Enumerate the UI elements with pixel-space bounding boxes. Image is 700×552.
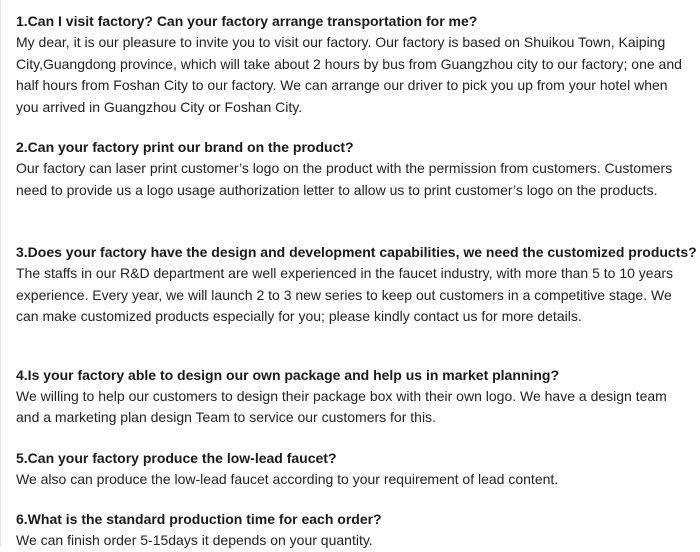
faq-answer-line: you arrived in Guangzhou City or Foshan City. — [16, 98, 303, 115]
faq-answer-line: and a marketing plan design Team to service our customers for this. — [16, 409, 436, 425]
faq-question: 6.What is the standard production time for each order? — [16, 511, 382, 527]
faq-item-visit-factory — [16, 10, 692, 118]
left-border — [0, 0, 1, 547]
faq-answer-line: half hours from Foshan City to our factory. We can arrange our driver to pick you up from your hotel when — [16, 77, 668, 93]
faq-answer — [16, 530, 692, 552]
faq-item-design-capabilities — [16, 241, 697, 328]
faq-item-package-design — [16, 364, 692, 429]
faq-answer — [16, 32, 692, 118]
faq-answer — [16, 263, 692, 328]
faq-answer-line: can make customized products especially for you; please kindly contact us for more details. — [16, 308, 582, 324]
faq-question: 4.Is your factory able to design our own package and help us in market planning? — [16, 366, 559, 383]
faq-item-production-time — [16, 508, 692, 552]
faq-question: 5.Can your factory produce the low-lead faucet? — [16, 449, 337, 466]
faq-answer-line: The staffs in our R&D department are well experienced in the faucet industry, with more than 5 to 10 years — [16, 265, 674, 281]
faq-item-print-brand — [16, 136, 692, 201]
faq-answer-line: need to provide us a logo usage authorization letter to allow us to print customer’s logo on the products. — [16, 181, 658, 198]
faq-answer-line: We can finish order 5-15days it depends on your quantity. — [16, 532, 373, 548]
faq-answer — [16, 158, 692, 201]
faq-answer-line: We also can produce the low-lead faucet according to your requirement of lead content. — [16, 470, 559, 487]
faq-question: 2.Can your factory print our brand on the product? — [16, 139, 354, 155]
faq-answer — [16, 469, 692, 491]
faq-item-low-lead-faucet — [16, 447, 692, 491]
faq-answer — [16, 386, 692, 429]
faq-answer-line: We willing to help our customers to design their package box with their own logo. We have a design team — [16, 387, 667, 404]
faq-list — [16, 10, 697, 552]
faq-answer-line: City,Guangdong province, which will take about 2 hours by bus from Guangzhou city to our factory; one and — [16, 55, 682, 72]
faq-answer-line: experience. Every year, we will launch 2 to 3 new series to keep out customers in a competitive stage. We — [16, 286, 672, 303]
faq-question: 3.Does your factory have the design and development capabilities, we need the customized products? — [16, 244, 697, 260]
faq-question: 1.Can I visit factory? Can your factory arrange transportation for me? — [16, 13, 478, 29]
faq-answer-line: Our factory can laser print customer’s logo on the product with the permission from customers. Customers — [16, 160, 673, 176]
faq-answer-line: My dear, it is our pleasure to invite you to visit our factory. Our factory is based on Shuikou Town, Kaiping — [16, 34, 666, 50]
